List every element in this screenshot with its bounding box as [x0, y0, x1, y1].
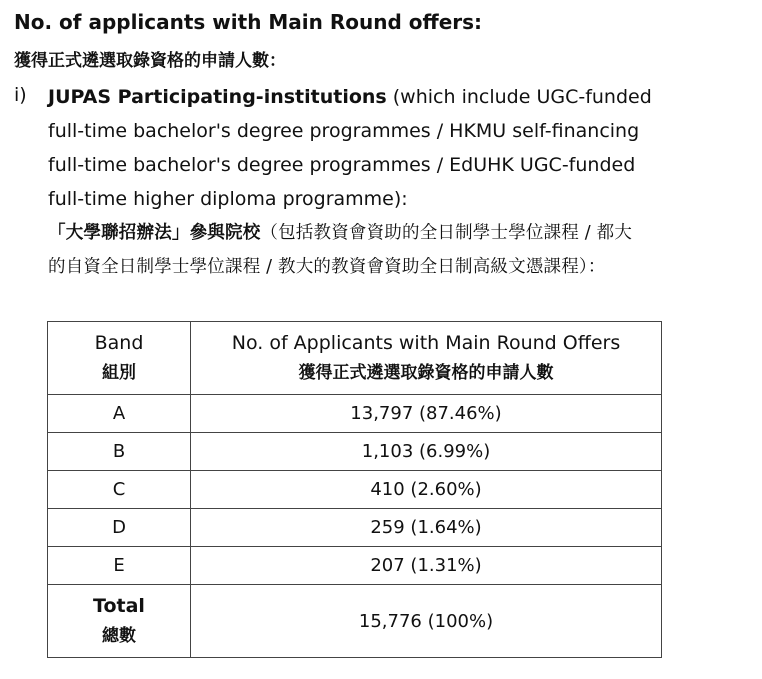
offers-header-cell — [191, 322, 662, 395]
band-cell: E — [48, 547, 191, 585]
offers-cell: 410 (2.60%) — [191, 471, 662, 509]
band-cell: A — [48, 395, 191, 433]
institutions-title: JUPAS Participating-institutions — [48, 86, 387, 108]
table-row — [48, 547, 662, 585]
total-label-cell — [48, 585, 191, 658]
description-text-zh: （包括教資會資助的全日制學士學位課程 / 都大 — [260, 223, 633, 243]
band-header-cell — [48, 322, 191, 395]
total-label-zh: 總數 — [102, 626, 136, 646]
band-cell: D — [48, 509, 191, 547]
total-label-en: Total — [93, 595, 145, 617]
total-value-cell: 15,776 (100%) — [191, 585, 662, 658]
table-row — [48, 471, 662, 509]
total-row — [48, 585, 662, 658]
description-line-4: full-time higher diploma programme): — [48, 188, 408, 210]
table-row — [48, 395, 662, 433]
description-line-1 — [48, 80, 753, 114]
band-header-en: Band — [94, 332, 144, 354]
offers-cell: 13,797 (87.46%) — [191, 395, 662, 433]
offers-cell: 1,103 (6.99%) — [191, 433, 662, 471]
table-row — [48, 509, 662, 547]
item-description — [48, 80, 753, 284]
offers-table — [47, 321, 662, 658]
band-cell: B — [48, 433, 191, 471]
list-marker: i) — [14, 84, 27, 106]
description-zh-line-2: 的自資全日制學士學位課程 / 教大的教資會資助全日制高級文憑課程）： — [48, 257, 606, 277]
band-cell: C — [48, 471, 191, 509]
offers-cell: 259 (1.64%) — [191, 509, 662, 547]
description-line-2: full-time bachelor's degree programmes / HKMU self-financing — [48, 120, 640, 142]
band-header-zh: 組別 — [102, 363, 136, 383]
table-row — [48, 433, 662, 471]
offers-header-en: No. of Applicants with Main Round Offers — [231, 332, 621, 354]
description-zh-line-1 — [48, 216, 753, 250]
institutions-title-zh: 「大學聯招辦法」參與院校 — [48, 223, 261, 243]
offers-cell: 207 (1.31%) — [191, 547, 662, 585]
heading-english: No. of applicants with Main Round offers: — [14, 10, 483, 34]
description-line-3: full-time bachelor's degree programmes / EdUHK UGC-funded — [48, 154, 636, 176]
offers-header-zh: 獲得正式遴選取錄資格的申請人數 — [298, 363, 554, 383]
table-header-row — [48, 322, 662, 395]
description-text: (which include UGC-funded — [386, 86, 652, 108]
heading-chinese: 獲得正式遴選取錄資格的申請人數： — [14, 51, 286, 71]
